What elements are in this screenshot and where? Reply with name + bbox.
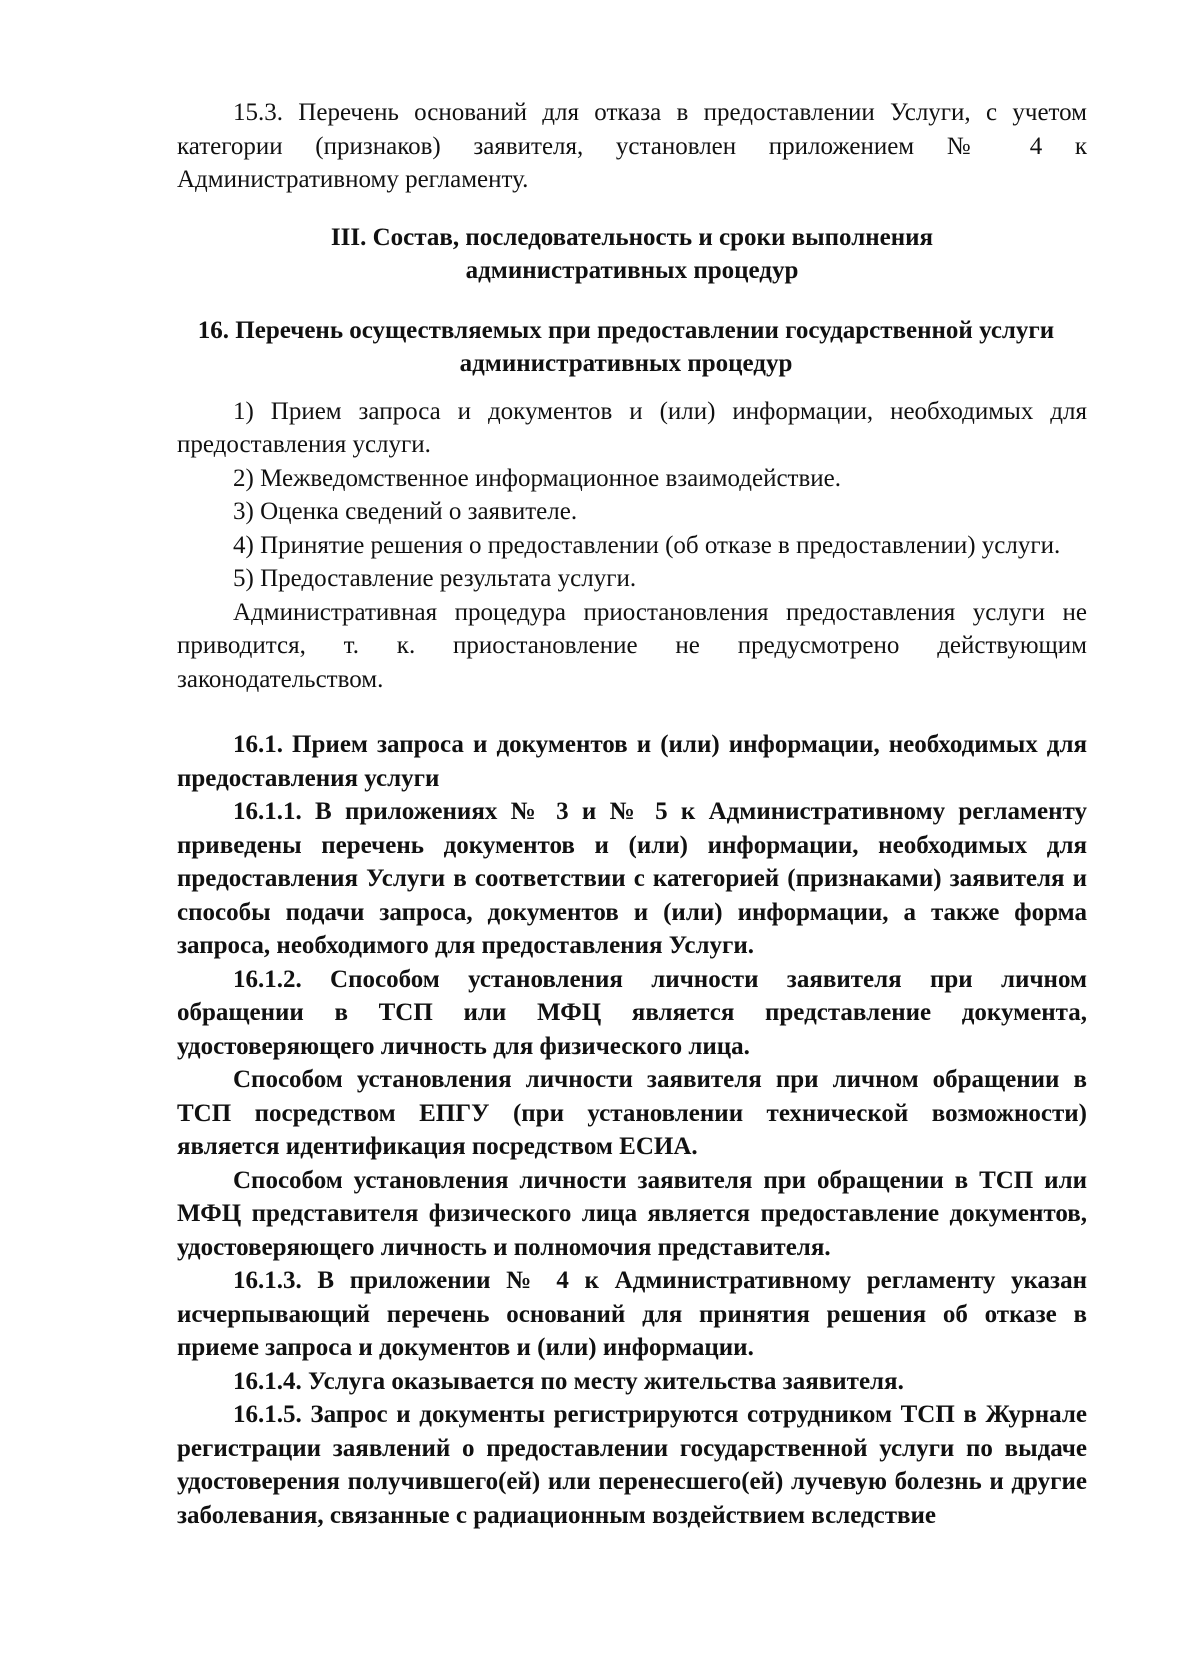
- heading-16-1: 16.1. Прием запроса и документов и (или) информации, необходимых для предоставления услуги: [177, 731, 1087, 792]
- procedure-item-4: 4) Принятие решения о предоставлении (об отказе в предоставлении) услуги.: [233, 531, 1061, 559]
- paragraph-16-1-2-c: Способом установления личности заявителя при обращении в ТСП или МФЦ представителя физического лица является предоставление документов, удостоверяющего личность и полномочия представителя.: [177, 1166, 1087, 1261]
- procedure-item-1: 1) Прием запроса и документов и (или) информации, необходимых для предоставления услуги.: [177, 397, 1087, 458]
- paragraph-16-1-5: 16.1.5. Запрос и документы регистрируются сотрудником ТСП в Журнале регистрации заявлений о предоставлении государственной услуги по выдаче удостоверения получившего(ей) или перенесшего(ей) лучевую болезнь и другие заболевания, связанные с радиационным воздействием вследствие: [177, 1401, 1087, 1529]
- suspension-note: Административная процедура приостановления предоставления услуги не приводится, т. к. приостановление не предусмотрено действующим законодательством.: [177, 598, 1087, 693]
- section-title-line-1: III. Состав, последовательность и сроки выполнения: [330, 223, 934, 251]
- section-title-line-2: административных процедур: [465, 257, 799, 284]
- section-title: [177, 221, 1087, 288]
- procedure-list: [177, 395, 1087, 697]
- paragraph-15-3: 15.3. Перечень оснований для отказа в предоставлении Услуги, с учетом категории (признаков) заявителя, установлен приложением № 4 к Административному регламенту.: [177, 99, 1087, 193]
- heading-16: [155, 314, 1097, 381]
- section-16-1: [177, 728, 1087, 1532]
- procedure-item-2: 2) Межведомственное информационное взаимодействие.: [233, 464, 842, 492]
- heading-16-line-2: административных процедур: [459, 350, 793, 377]
- procedure-item-5: 5) Предоставление результата услуги.: [233, 565, 637, 592]
- procedure-item-3: 3) Оценка сведений о заявителе.: [233, 498, 578, 525]
- paragraph-16-1-3: 16.1.3. В приложении № 4 к Административному регламенту указан исчерпывающий перечень оснований для принятия решения об отказе в приеме запроса и документов и (или) информации.: [177, 1267, 1087, 1361]
- paragraph-16-1-2: 16.1.2. Способом установления личности заявителя при личном обращении в ТСП или МФЦ является представление документа, удостоверяющего личность для физического лица.: [177, 965, 1087, 1060]
- paragraph-16-1-4: 16.1.4. Услуга оказывается по месту жительства заявителя.: [233, 1367, 904, 1395]
- paragraph-16-1-2-b: Способом установления личности заявителя при личном обращении в ТСП посредством ЕПГУ (при установлении технической возможности) является идентификация посредством ЕСИА.: [177, 1066, 1087, 1160]
- heading-16-line-1: 16. Перечень осуществляемых при предоставлении государственной услуги: [197, 316, 1055, 344]
- document-page: [177, 96, 1087, 1532]
- paragraph-16-1-1: 16.1.1. В приложениях № 3 и № 5 к Административному регламенту приведены перечень документов и (или) информации, необходимых для предоставления Услуги в соответствии с категорией (признаками) заявителя и способы подачи запроса, документов и (или) информации, а также форма запроса, необходимого для предоставления Услуги.: [177, 798, 1087, 959]
